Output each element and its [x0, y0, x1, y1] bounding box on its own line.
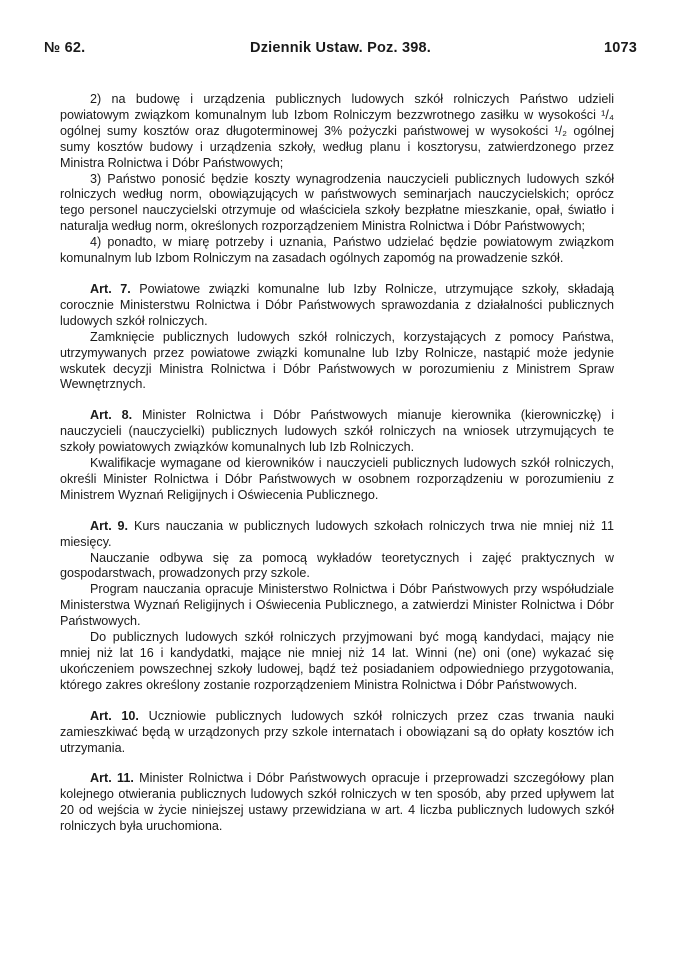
paragraph: [60, 330, 614, 394]
article-label: Art. 7.: [90, 281, 131, 296]
page-header: [44, 40, 637, 60]
paragraph-text: Zamknięcie publicznych ludowych szkół rolniczych, korzystających z pomocy Państwa, utrzymywanych przez powiatowe związki komunalne lub Izby Rolnicze, nastąpić może jedynie wskutek decyzji Ministra Rolnictwa i Dóbr Państwowych w porozumieniu z Ministrem Spraw Wewnętrznych.: [60, 329, 614, 392]
article-label: Art. 9.: [90, 518, 129, 533]
paragraph: [60, 456, 614, 504]
issue-number: № 62.: [44, 40, 86, 56]
article-label: Art. 10.: [90, 708, 139, 723]
paragraph-text: 3) Państwo ponosić będzie koszty wynagrodzenia nauczycieli publicznych ludowych szkół rolniczych według norm, obowiązujących w państwowych seminarjach nauczycielskich; oprócz tego personel nauczycielski otrzymuje od właściciela szkoły bezpłatne mieszkanie, opał, światło i naturalja według norm, określonych rozporządzeniem Ministra Rolnictwa i Dóbr Państwowych;: [60, 171, 614, 234]
journal-title: Dziennik Ustaw. Poz. 398.: [250, 40, 431, 56]
paragraph: [60, 630, 614, 694]
paragraph-text: Program nauczania opracuje Ministerstwo Rolnictwa i Dóbr Państwowych przy współudziale Ministerstwa Wyznań Religijnych i Oświecenia Publicznego, a zatwierdzi Minister Rolnictwa i Dóbr Państwowych.: [60, 582, 614, 629]
paragraph-text: Minister Rolnictwa i Dóbr Państwowych mianuje kierownika (kierowniczkę) i nauczycieli (nauczycielki) publicznych ludowych szkół rolniczych na wniosek utrzymujących te szkoły powiatowych związków komunalnych lub Izb Rolniczych.: [60, 408, 614, 455]
article-paragraph: [60, 408, 614, 456]
article-paragraph: [60, 771, 614, 835]
paragraph: [60, 235, 614, 267]
paragraph-text: Nauczanie odbywa się za pomocą wykładów teoretycznych i zajęć praktycznych w gospodarstwach, prowadzonych przy szkole.: [60, 550, 614, 581]
paragraph: [60, 582, 614, 630]
paragraph-text: Minister Rolnictwa i Dóbr Państwowych opracuje i przeprowadzi szczegółowy plan kolejnego otwierania publicznych ludowych szkół rolniczych w ten sposób, aby przed upływem lat 20 od wejścia w życie niniejszej ustawy przewidziana w art. 4 liczba publicznych ludowych szkół rolniczych była uruchomiona.: [60, 771, 615, 834]
paragraph-text: 2) na budowę i urządzenia publicznych ludowych szkół rolniczych Państwo udzieli powiatowym związkom komunalnym lub Izbom Rolniczym bezzwrotnego zasiłku w wysokości ¹/₄ ogólnej sumy kosztów oraz długoterminowej 3% pożyczki państwowej w wysokości ¹/₂ ogólnej sumy kosztów budowy i urządzenia szkoły, według planu i kosztorysu, zatwierdzonego przez Ministra Rolnictwa i Dóbr Państwowych;: [60, 92, 614, 170]
paragraph-text: Powiatowe związki komunalne lub Izby Rolnicze, utrzymujące szkoły, składają corocznie Ministerstwu Rolnictwa i Dóbr Państwowych sprawozdania z działalności publicznych ludowych szkół rolniczych.: [60, 281, 615, 328]
document-body: [60, 92, 614, 835]
paragraph: [60, 172, 614, 236]
article-paragraph: [60, 709, 614, 757]
article-paragraph: [60, 282, 614, 330]
article-paragraph: [60, 519, 614, 551]
paragraph: [60, 551, 614, 583]
page-number: 1073: [603, 40, 637, 56]
article-label: Art. 8.: [90, 408, 133, 423]
paragraph-text: Uczniowie publicznych ludowych szkół rolniczych przez czas trwania nauki zamieszkiwać będą w urządzonych przy szkole internatach i obowiązani są do opłaty kosztów ich utrzymania.: [60, 708, 614, 755]
paragraph-text: Kurs nauczania w publicznych ludowych szkołach rolniczych trwa nie mniej niż 11 miesięcy.: [60, 518, 614, 549]
paragraph: [60, 92, 614, 172]
paragraph-text: Do publicznych ludowych szkół rolniczych przyjmowani być mogą kandydaci, mający nie mniej niż lat 16 i kandydatki, mające nie mniej niż 14 lat. Winni (ne) oni (one) wykazać się ukończeniem powszechnej szkoły ludowej, bądź też posiadaniem odpowiedniego przygotowania, którego zakres określony zostanie rozporządzeniem Ministra Rolnictwa i Dóbr Państwowych.: [60, 630, 614, 692]
paragraph-text: 4) ponadto, w miarę potrzeby i uznania, Państwo udzielać będzie powiatowym związkom komunalnym lub Izbom Rolniczym na zasadach ogólnych zapomóg na prowadzenie szkół.: [60, 235, 614, 266]
paragraph-text: Kwalifikacje wymagane od kierowników i nauczycieli publicznych ludowych szkół rolniczych, określi Minister Rolnictwa i Dóbr Państwowych w osobnem rozporządzeniu w porozumieniu z Ministrem Wyznań Religijnych i Oświecenia Publicznego.: [60, 456, 614, 502]
article-label: Art. 11.: [90, 771, 134, 786]
